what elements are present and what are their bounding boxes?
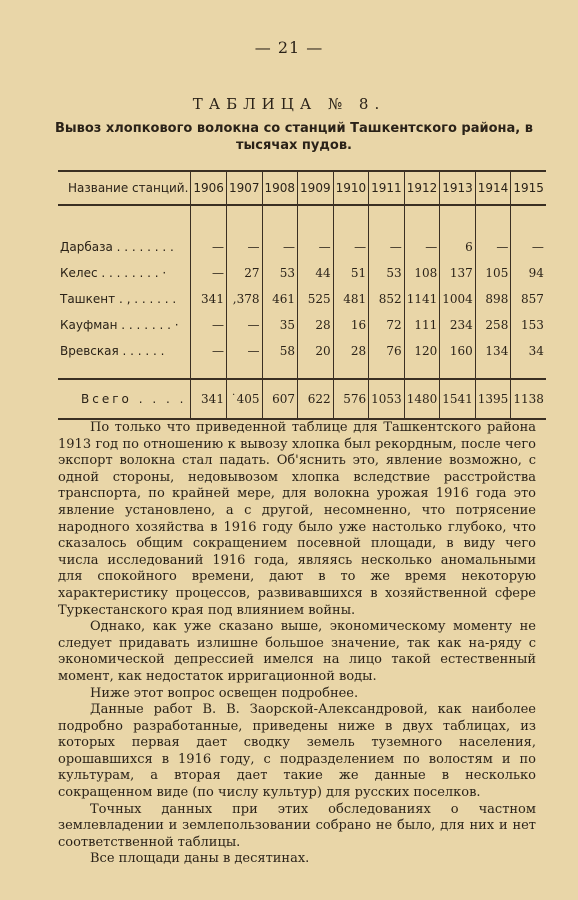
header-year: 1912: [404, 171, 440, 205]
cell-value: 58: [262, 338, 298, 364]
total-value: 1395: [475, 379, 511, 419]
cell-value: —: [475, 234, 511, 260]
table-row: [58, 260, 546, 286]
header-year: 1908: [262, 171, 298, 205]
cell-value: —: [226, 234, 262, 260]
header-year: 1907: [226, 171, 262, 205]
cell-value: 1141: [404, 286, 440, 312]
cell-value: —: [298, 234, 334, 260]
spacer-row: [58, 205, 546, 234]
body-text: [58, 420, 536, 868]
cell-value: 53: [262, 260, 298, 286]
cell-value: —: [404, 234, 440, 260]
cell-value: 234: [440, 312, 476, 338]
cell-value: 137: [440, 260, 476, 286]
total-value: ˙405: [226, 379, 262, 419]
header-year: 1909: [298, 171, 334, 205]
cell-value: 898: [475, 286, 511, 312]
cell-value: 105: [475, 260, 511, 286]
station-name: Кауфман . . . . . . . ·: [60, 318, 179, 332]
paragraph: Точных данных при этих обследованиях о частном землевладении и землепользовании собрано не было, для них и нет соответственной таблицы.: [58, 801, 536, 850]
cell-value: —: [262, 234, 298, 260]
total-value: 576: [333, 379, 369, 419]
total-row: [58, 379, 546, 419]
cell-value: —: [511, 234, 546, 260]
cell-value: —: [226, 312, 262, 338]
cell-value: —: [191, 234, 227, 260]
total-value: 1053: [369, 379, 405, 419]
station-name: Дарбаза . . . . . . . .: [60, 240, 174, 254]
table-row: [58, 312, 546, 338]
paragraph: Однако, как уже сказано выше, экономическому моменту не следует придавать излишне большое значение, так как на-ряду с экономической депрессией имелся на лицо такой естественный момент, как недостаток ирригационной воды.: [58, 619, 536, 684]
cell-value: 51: [333, 260, 369, 286]
cell-value: 6: [440, 234, 476, 260]
table-subtitle: Вывоз хлопкового волокна со станций Ташкентского района, в тысячах пудов.: [54, 121, 533, 153]
cell-value: —: [191, 260, 227, 286]
total-label: Всего . . . .: [81, 392, 187, 406]
paragraph: Данные работ В. В. Заорской-Александровой, как наиболее подробно разработанные, приведены ниже в двух таблицах, из которых первая дает сводку земель туземного населения, орошавшихся в 1916 году, с подразделением по волостям и по культурам, а вторая дает такие же данные в несколько сокращенном виде (по числу культур) для русских поселков.: [58, 702, 536, 801]
cell-value: 160: [440, 338, 476, 364]
cell-value: 120: [404, 338, 440, 364]
cell-value: 44: [298, 260, 334, 286]
cotton-export-table: [58, 170, 546, 420]
cell-value: 153: [511, 312, 546, 338]
table-row: [58, 234, 546, 260]
cell-value: 16: [333, 312, 369, 338]
cell-value: 76: [369, 338, 405, 364]
cell-value: 111: [404, 312, 440, 338]
cell-value: 53: [369, 260, 405, 286]
spacer-row: [58, 364, 546, 379]
cell-value: —: [333, 234, 369, 260]
header-year: 1906: [191, 171, 227, 205]
cell-value: 481: [333, 286, 369, 312]
cell-value: 34: [511, 338, 546, 364]
cell-value: —: [226, 338, 262, 364]
cell-value: 1004: [440, 286, 476, 312]
station-name: Келес . . . . . . . . ·: [60, 266, 167, 280]
header-year: 1915: [511, 171, 546, 205]
total-value: 622: [298, 379, 334, 419]
station-name: Вревская . . . . . .: [60, 344, 165, 358]
table-title: ТАБЛИЦА № 8.: [192, 95, 386, 113]
cell-value: 72: [369, 312, 405, 338]
cell-value: 341: [191, 286, 227, 312]
total-value: 1541: [440, 379, 476, 419]
table-header-row: [58, 171, 546, 205]
cell-value: —: [369, 234, 405, 260]
cell-value: 108: [404, 260, 440, 286]
page-number: — 21 —: [254, 38, 324, 57]
cell-value: —: [191, 338, 227, 364]
station-name: Ташкент . ‚ . . . . . .: [60, 292, 177, 306]
header-year: 1914: [475, 171, 511, 205]
cell-value: 27: [226, 260, 262, 286]
table-row: [58, 338, 546, 364]
cell-value: 258: [475, 312, 511, 338]
total-value: 341: [191, 379, 227, 419]
total-value: 607: [262, 379, 298, 419]
cell-value: 134: [475, 338, 511, 364]
header-station-name: Название станций.: [68, 181, 189, 195]
cell-value: ,378: [226, 286, 262, 312]
cell-value: 461: [262, 286, 298, 312]
paragraph: Ниже этот вопрос освещен подробнее.: [90, 685, 359, 701]
header-year: 1910: [333, 171, 369, 205]
cell-value: 857: [511, 286, 546, 312]
header-year: 1911: [369, 171, 405, 205]
cell-value: —: [191, 312, 227, 338]
paragraph: Все площади даны в десятинах.: [90, 851, 310, 867]
header-year: 1913: [440, 171, 476, 205]
cell-value: 525: [298, 286, 334, 312]
paragraph: По только что приведенной таблице для Ташкентского района 1913 год по отношению к вывозу хлопка был рекордным, после чего экспорт волокна стал падать. Об'яснить это, явление возможно, с одной стороны, недовывозом хлопка вследствие расстройства транспорта, по крайней мере, для волокна урожая 1916 года это явление установлено, а с другой, несомненно, что потрясение народного хозяйства в 1916 году было уже настолько глубоко, что сказалось общим сокращением посевной площади, в виду чего числа исследований 1916 года, являясь несколько аномальными для спокойного времени, дают в то же время некоторую характеристику процессов, развивавшихся в хозяйственной сфере Туркестанского края под влиянием войны.: [58, 420, 536, 618]
table-row: [58, 286, 546, 312]
total-value: 1138: [511, 379, 546, 419]
total-value: 1480: [404, 379, 440, 419]
cell-value: 28: [298, 312, 334, 338]
cell-value: 20: [298, 338, 334, 364]
cell-value: 28: [333, 338, 369, 364]
cell-value: 94: [511, 260, 546, 286]
cell-value: 35: [262, 312, 298, 338]
cell-value: 852: [369, 286, 405, 312]
